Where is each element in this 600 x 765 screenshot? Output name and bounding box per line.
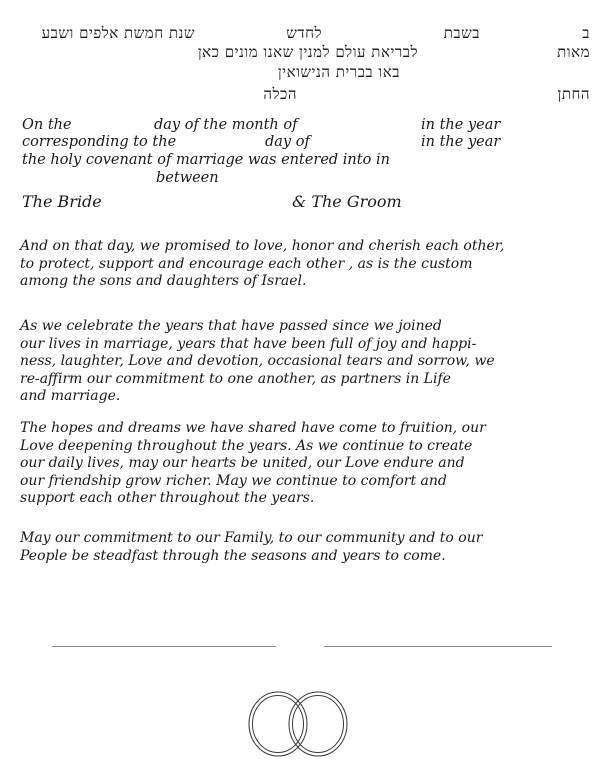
- hebrew-line-2-rest: לבריאת עולם למנין שאנו מונים כאן: [197, 43, 418, 61]
- paragraph-line: People be steadfast through the seasons and years to come.: [20, 547, 446, 564]
- hebrew-line-1-shnat: שנת חמשת אלפים ושבע: [41, 24, 195, 42]
- paragraph-celebrate: [20, 318, 590, 406]
- paragraph-line: ness, laughter, Love and devotion, occasional tears and sorrow, we: [20, 353, 495, 369]
- intro-line-2a: corresponding to the: [22, 134, 177, 150]
- intro-line-1c: in the year: [421, 117, 501, 133]
- hebrew-line-3: באו בברית הנישואין: [277, 63, 400, 81]
- bride-label: The Bride: [22, 192, 102, 211]
- paragraph-line: re-affirm our commitment to one another, as partners in Life: [20, 370, 451, 387]
- hebrew-bride-label: הכלה: [263, 85, 297, 103]
- hebrew-groom-label: החתן: [557, 85, 590, 103]
- intro-line-3: the holy covenant of marriage was entered into in: [22, 152, 390, 168]
- intro-line-1b: day of the month of: [154, 117, 298, 133]
- paragraph-line: our daily lives, may our hearts be united, our Love endure and: [20, 455, 465, 471]
- hebrew-line-1-lechodesh: לחדש: [286, 24, 322, 42]
- intro-line-4-between: between: [156, 170, 219, 186]
- intro-line-2c: in the year: [421, 134, 501, 150]
- intro-line-1a: On the: [22, 117, 72, 133]
- paragraph-line: our friendship grow richer. May we continue to comfort and: [20, 472, 447, 489]
- signature-line-right[interactable]: [324, 646, 552, 647]
- hebrew-line-2-meot: מאות: [557, 43, 590, 61]
- paragraph-line: Love deepening throughout the years. As we continue to create: [20, 437, 473, 454]
- signature-line-left[interactable]: [52, 646, 276, 647]
- paragraph-line: among the sons and daughters of Israel.: [20, 273, 307, 289]
- paragraph-line: to protect, support and encourage each other , as is the custom: [20, 255, 473, 272]
- hebrew-line-1-beshabbat: בשבת: [443, 24, 480, 42]
- paragraph-line: May our commitment to our Family, to our community and to our: [20, 530, 483, 546]
- paragraph-line: support each other throughout the years.: [20, 490, 315, 506]
- paragraph-hopes: [20, 420, 590, 508]
- paragraph-line: our lives in marriage, years that have been full of joy and happi-: [20, 335, 477, 352]
- paragraph-commitment: [20, 530, 590, 565]
- paragraph-line: As we celebrate the years that have passed since we joined: [20, 318, 442, 334]
- groom-label: & The Groom: [292, 192, 402, 211]
- paragraph-promise: [20, 238, 590, 291]
- hebrew-line-1-b: ב: [582, 24, 590, 42]
- paragraph-line: And on that day, we promised to love, honor and cherish each other,: [20, 238, 505, 254]
- wedding-rings-icon: [245, 690, 355, 760]
- paragraph-line: The hopes and dreams we have shared have come to fruition, our: [20, 420, 486, 436]
- paragraph-line: and marriage.: [20, 388, 121, 404]
- intro-line-2b: day of: [265, 134, 310, 150]
